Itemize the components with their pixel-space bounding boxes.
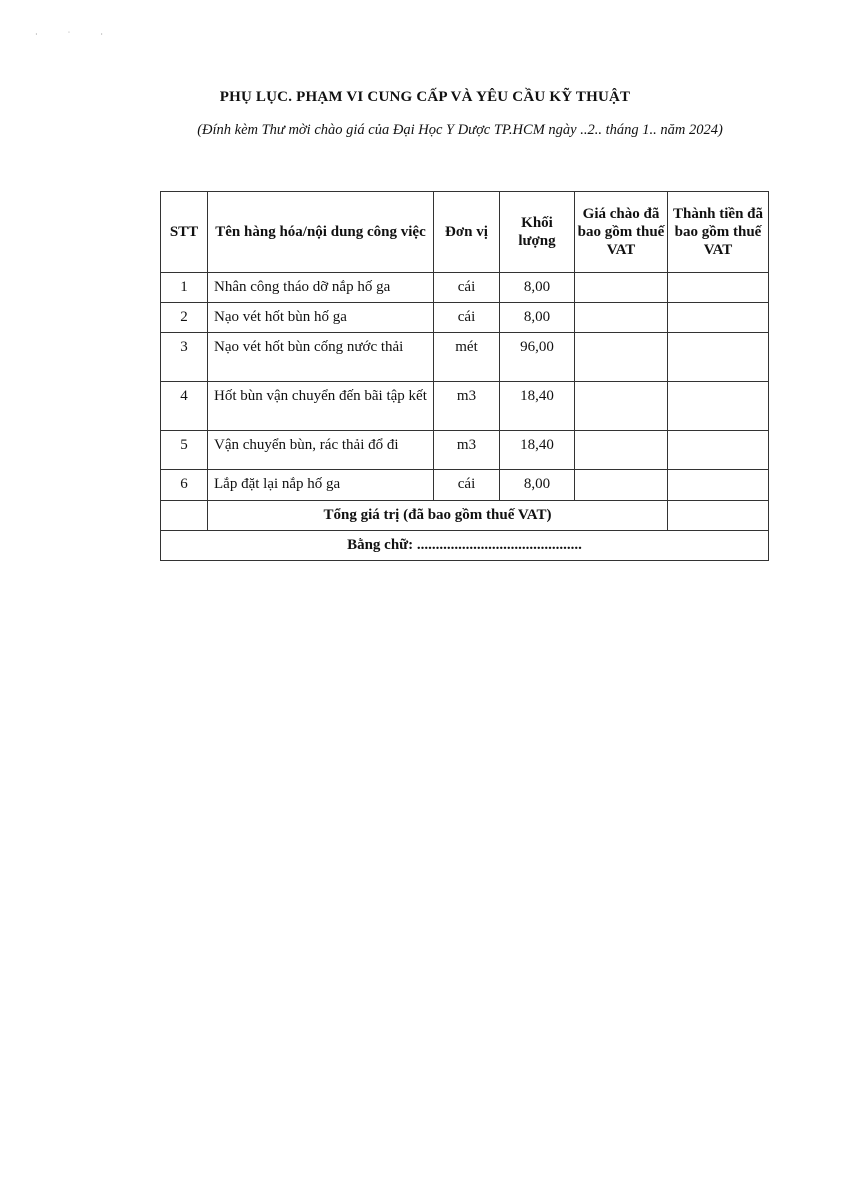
cell-name: Vận chuyển bùn, rác thải đổ đi <box>208 431 434 470</box>
table-header-row <box>161 192 769 273</box>
cell-amount <box>668 470 769 501</box>
cell-stt: 6 <box>161 470 208 501</box>
cell-price <box>575 273 668 303</box>
table-row <box>161 333 769 382</box>
scan-specks: · ˙ · <box>35 30 117 39</box>
cell-stt: 1 <box>161 273 208 303</box>
cell-amount <box>668 431 769 470</box>
page-subtitle: (Đính kèm Thư mời chào giá của Đại Học Y Dược TP.HCM ngày ..2.. tháng 1.. năm 2024) <box>197 122 723 138</box>
cell-name: Nhân công tháo dỡ nắp hố ga <box>208 273 434 303</box>
header-stt: STT <box>161 192 208 273</box>
cell-qty: 8,00 <box>500 273 575 303</box>
header-unit: Đơn vị <box>434 192 500 273</box>
table-row <box>161 382 769 431</box>
cell-unit: cái <box>434 470 500 501</box>
header-name: Tên hàng hóa/nội dung công việc <box>208 192 434 273</box>
cell-price <box>575 470 668 501</box>
quotation-table <box>160 191 769 561</box>
cell-stt: 4 <box>161 382 208 431</box>
cell-name: Lắp đặt lại nắp hố ga <box>208 470 434 501</box>
in-words-row <box>161 531 769 561</box>
cell-name: Nạo vét hốt bùn hố ga <box>208 303 434 333</box>
table-row <box>161 273 769 303</box>
total-row <box>161 501 769 531</box>
cell-amount <box>668 382 769 431</box>
cell-unit: cái <box>434 303 500 333</box>
cell-price <box>575 333 668 382</box>
cell-price <box>575 431 668 470</box>
table-row <box>161 431 769 470</box>
cell-name: Nạo vét hốt bùn cống nước thải <box>208 333 434 382</box>
cell-unit: m3 <box>434 382 500 431</box>
table-row <box>161 303 769 333</box>
cell-qty: 18,40 <box>500 382 575 431</box>
cell-qty: 8,00 <box>500 470 575 501</box>
cell-qty: 18,40 <box>500 431 575 470</box>
cell-price <box>575 303 668 333</box>
cell-amount <box>668 333 769 382</box>
total-empty-cell <box>161 501 208 531</box>
cell-stt: 5 <box>161 431 208 470</box>
cell-unit: mét <box>434 333 500 382</box>
cell-amount <box>668 303 769 333</box>
in-words-label: Bằng chữ: ............................................ <box>161 531 769 561</box>
cell-qty: 8,00 <box>500 303 575 333</box>
cell-unit: m3 <box>434 431 500 470</box>
cell-stt: 2 <box>161 303 208 333</box>
header-price: Giá chào đã bao gồm thuế VAT <box>575 192 668 273</box>
cell-qty: 96,00 <box>500 333 575 382</box>
table-row <box>161 470 769 501</box>
total-value <box>668 501 769 531</box>
cell-amount <box>668 273 769 303</box>
page-title: PHỤ LỤC. PHẠM VI CUNG CẤP VÀ YÊU CẦU KỸ THUẬT <box>219 89 631 105</box>
header-amount: Thành tiền đã bao gồm thuế VAT <box>668 192 769 273</box>
cell-name: Hốt bùn vận chuyển đến bãi tập kết <box>208 382 434 431</box>
cell-stt: 3 <box>161 333 208 382</box>
header-qty: Khối lượng <box>500 192 575 273</box>
cell-unit: cái <box>434 273 500 303</box>
total-label: Tổng giá trị (đã bao gồm thuế VAT) <box>208 501 668 531</box>
cell-price <box>575 382 668 431</box>
